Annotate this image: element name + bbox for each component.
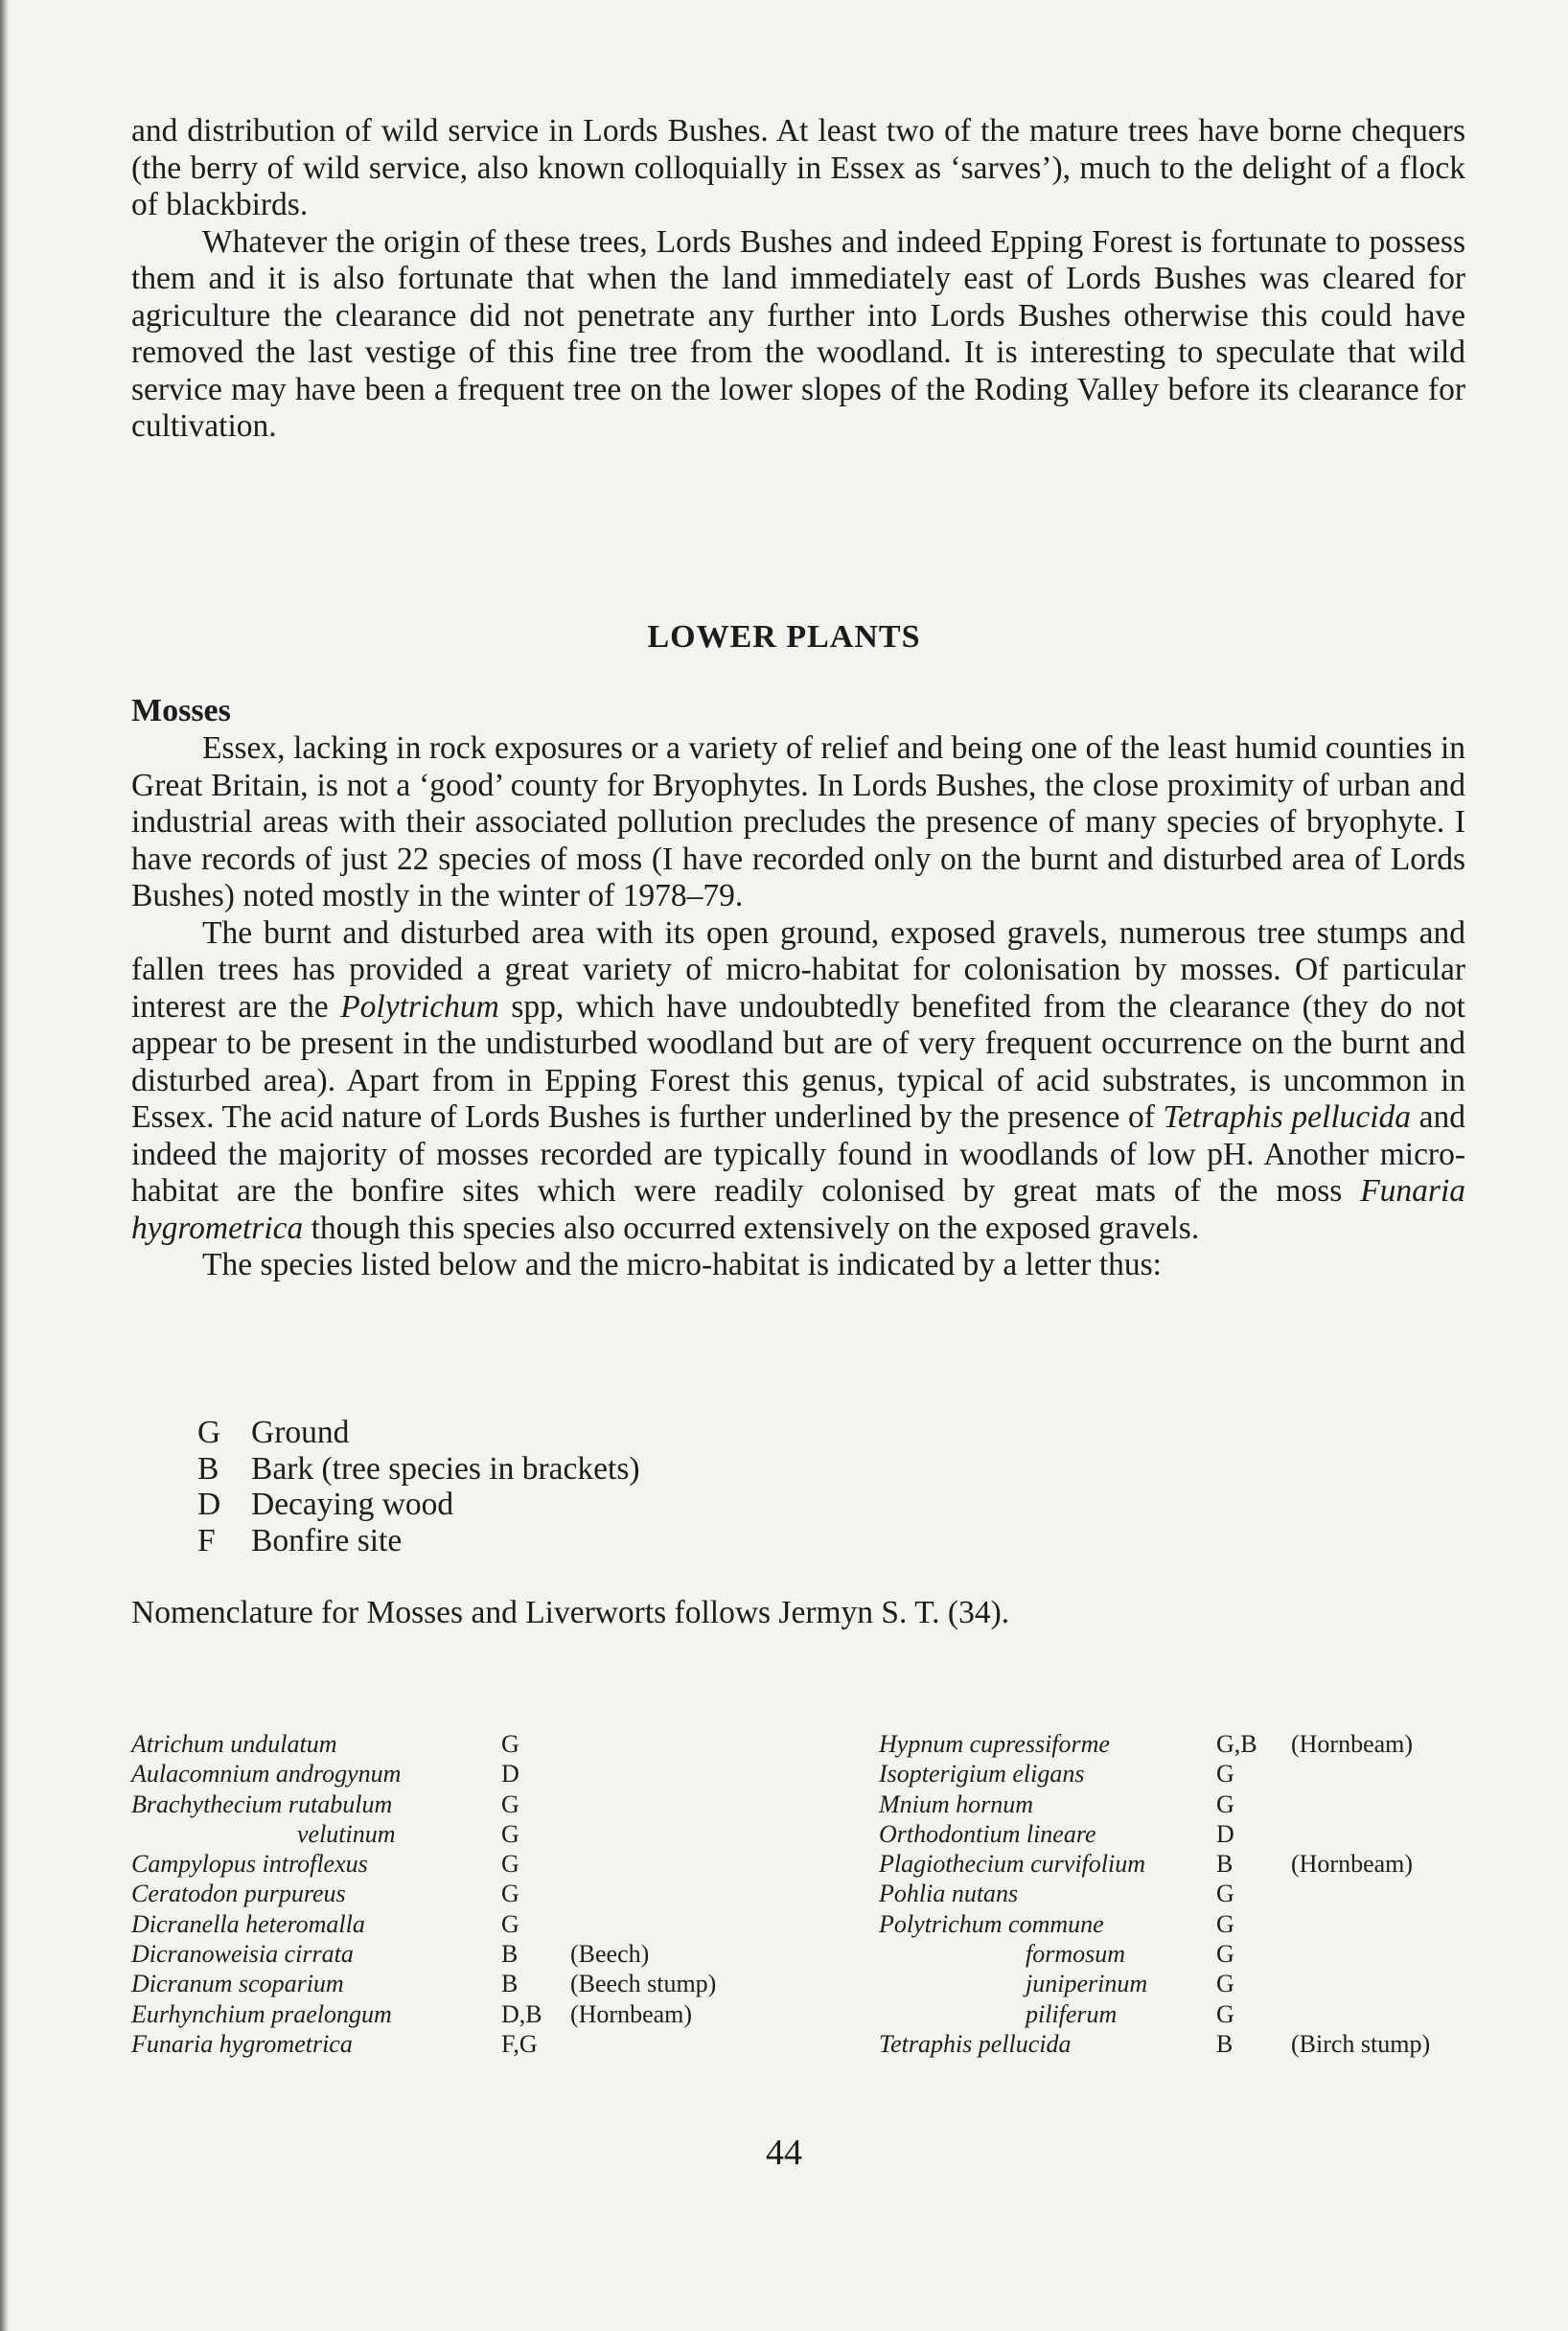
habitat-code: G: [1216, 1909, 1234, 1938]
habitat-text-4: though this species also occurred extensively on the exposed gravels.: [303, 1210, 1200, 1246]
species-name: Dicranum scoparium: [131, 1970, 344, 1998]
species-row: [131, 1909, 745, 1939]
species-name: Funaria hygrometrica: [131, 2029, 353, 2058]
habitat-code: G: [1216, 1940, 1234, 1969]
species-name: Aulacomnium androgynum: [131, 1760, 402, 1789]
species-name: velutinum: [297, 1819, 396, 1848]
habitat-text-3: and indeed the majority of mosses recorded are typically found in woodlands of low pH. Another micro-habitat are the bonfire sites which were readily colonised by great mats of the moss: [131, 1099, 1465, 1209]
key-row: [197, 1415, 640, 1451]
host-note: (Birch stump): [1291, 2029, 1431, 2058]
habitat-code: G: [501, 1880, 519, 1908]
species-name: Plagiothecium curvifolium: [879, 1850, 1146, 1879]
habitat-text-2: spp, which have undoubtedly benefited from the clearance (they do not appear to be present in the undisturbed woodland but are of very frequent occurrence on the burnt and disturbed area). Apart from in Epping Forest this genus, typical of acid substrates, is uncommon in Essex. The acid nature of Lords Bushes is further underlined by the presence of: [131, 988, 1465, 1135]
key-row: [197, 1523, 640, 1559]
habitat-code: D,B: [501, 1999, 542, 2028]
key-label: Ground: [251, 1415, 350, 1450]
key-label: Bonfire site: [251, 1522, 403, 1558]
habitat-code: G: [501, 1909, 519, 1938]
species-row: [879, 1939, 1454, 1969]
habitat-code: B: [501, 1970, 519, 1998]
subheading-mosses: Mosses: [131, 693, 231, 728]
section-heading: LOWER PLANTS: [647, 619, 921, 655]
habitat-code: D: [501, 1760, 519, 1789]
species-row: [879, 1759, 1454, 1789]
habitat-code: G: [1216, 1999, 1234, 2028]
habitat-code: G: [501, 1730, 519, 1758]
species-row: [879, 1909, 1454, 1939]
species-name: piliferum: [1026, 1999, 1118, 2028]
habitat-key: [197, 1415, 640, 1558]
host-note: (Beech stump): [570, 1970, 717, 1998]
species-name: Mnium hornum: [879, 1789, 1034, 1818]
habitat-code: G,B: [1216, 1730, 1257, 1758]
species-name: Isopterigium eligans: [879, 1760, 1085, 1789]
page-number: 44: [766, 2133, 802, 2173]
species-row: [879, 1969, 1454, 1998]
species-row: [879, 1819, 1454, 1849]
species-name: Tetraphis pellucida: [879, 2029, 1072, 2058]
host-note: (Hornbeam): [570, 1999, 693, 2028]
host-note: (Hornbeam): [1291, 1730, 1414, 1758]
species-row: [131, 1999, 745, 2029]
species-name: Atrichum undulatum: [131, 1730, 337, 1758]
species-row: [131, 1879, 745, 1908]
habitat-code: F,G: [501, 2029, 538, 2058]
species-name: Dicranella heteromalla: [131, 1909, 365, 1938]
key-label: Decaying wood: [251, 1487, 454, 1522]
key-code: F: [197, 1522, 216, 1558]
habitat-code: G: [501, 1789, 519, 1818]
species-name: Pohlia nutans: [879, 1880, 1019, 1908]
species-row: [879, 1789, 1454, 1819]
species-row: [131, 1729, 745, 1759]
habitat-code: G: [1216, 1760, 1234, 1789]
host-note: (Beech): [570, 1940, 650, 1969]
paragraph-habitat: [131, 915, 1465, 1248]
species-row: [131, 1969, 745, 1998]
species-name: Hypnum cupressiforme: [879, 1730, 1110, 1758]
species-name: Campylopus introflexus: [131, 1850, 368, 1879]
paragraph-continuation: and distribution of wild service in Lords Bushes. At least two of the mature trees have borne chequers (the berry of wild service, also known colloquially in Essex as ‘sarves’), much to the delight of a flock of blackbirds.: [131, 113, 1465, 222]
mosses-text-block: [131, 730, 1465, 1284]
habitat-code: B: [501, 1940, 519, 1969]
host-note: (Hornbeam): [1291, 1850, 1414, 1879]
species-row: [879, 1729, 1454, 1759]
taxon-tetraphis: Tetraphis pellucida: [1163, 1099, 1412, 1135]
species-name: Brachythecium rutabulum: [131, 1789, 393, 1818]
species-row: [879, 1879, 1454, 1908]
habitat-code: D: [1216, 1819, 1234, 1848]
species-name: Orthodontium lineare: [879, 1819, 1096, 1848]
species-row: [131, 1759, 745, 1789]
habitat-code: G: [1216, 1970, 1234, 1998]
habitat-code: G: [1216, 1789, 1234, 1818]
species-name: Ceratodon purpureus: [131, 1880, 346, 1908]
paragraph-origin: Whatever the origin of these trees, Lords Bushes and indeed Epping Forest is fortunate to possess them and it is also fortunate that when the land immediately east of Lords Bushes was cleared for agriculture the clearance did not penetrate any further into Lords Bushes otherwise this could have removed the last vestige of this fine tree from the woodland. It is interesting to speculate that wild service may have been a frequent tree on the lower slopes of the Roding Valley before its clearance for cultivation.: [131, 223, 1465, 444]
species-name: formosum: [1026, 1940, 1126, 1969]
paragraph-essex: Essex, lacking in rock exposures or a variety of relief and being one of the least humid counties in Great Britain, is not a ‘good’ county for Bryophytes. In Lords Bushes, the close proximity of urban and industrial areas with their associated pollution precludes the presence of many species of bryophyte. I have records of just 22 species of moss (I have recorded only on the burnt and disturbed area of Lords Bushes) noted mostly in the winter of 1978–79.: [131, 730, 1465, 913]
species-row: [879, 1999, 1454, 2029]
species-row: [131, 1819, 745, 1849]
top-text-block: [131, 113, 1465, 446]
habitat-code: B: [1216, 2029, 1234, 2058]
paragraph-listing-intro: The species listed below and the micro-habitat is indicated by a letter thus:: [202, 1247, 1162, 1282]
key-row: [197, 1487, 640, 1523]
species-list-right: [879, 1729, 1454, 2059]
key-label: Bark (tree species in brackets): [251, 1450, 640, 1487]
habitat-code: G: [1216, 1880, 1234, 1908]
taxon-funaria: Funaria hygrometrica: [131, 1173, 1465, 1246]
species-list-left: [131, 1729, 745, 2059]
species-name: juniperinum: [1026, 1970, 1148, 1998]
species-row: [879, 1849, 1454, 1879]
key-row: [197, 1451, 640, 1488]
species-name: Dicranoweisia cirrata: [131, 1940, 354, 1969]
key-code: G: [197, 1415, 221, 1450]
habitat-code: B: [1216, 1850, 1234, 1879]
habitat-text-1: The burnt and disturbed area with its open ground, exposed gravels, numerous tree stumps and fallen trees has provided a great variety of micro-habitat for colonisation by mosses. Of particular interest are the: [131, 914, 1465, 1025]
species-row: [131, 2029, 745, 2059]
key-code: B: [197, 1450, 219, 1487]
species-row: [131, 1849, 745, 1879]
species-row: [131, 1939, 745, 1969]
page-edge-shadow: [0, 0, 9, 2331]
species-row: [131, 1789, 745, 1819]
nomenclature-note: Nomenclature for Mosses and Liverworts follows Jermyn S. T. (34).: [131, 1595, 1010, 1630]
species-name: Eurhynchium praelongum: [131, 1999, 392, 2028]
taxon-polytrichum: Polytrichum: [340, 988, 499, 1025]
key-code: D: [197, 1487, 221, 1522]
habitat-code: G: [501, 1850, 519, 1879]
species-row: [879, 2029, 1454, 2059]
habitat-code: G: [501, 1819, 519, 1848]
species-name: Polytrichum commune: [879, 1909, 1104, 1938]
